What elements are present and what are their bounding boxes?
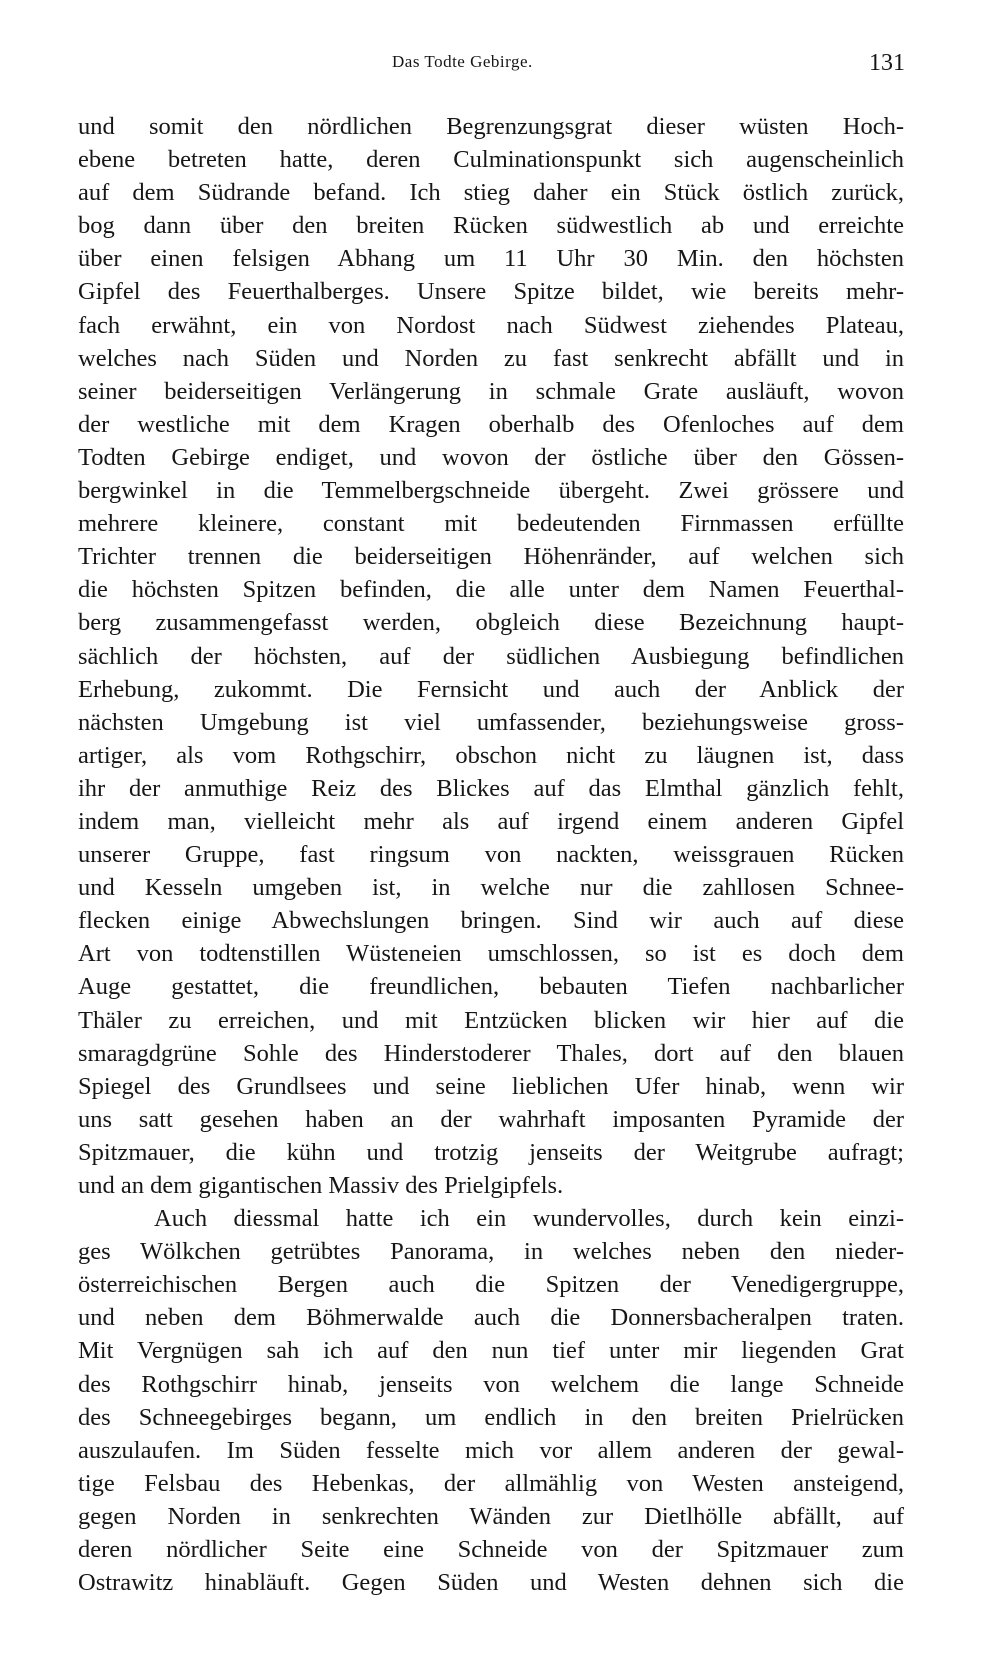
text-line: artiger, als vom Rothgschirr, obschon nicht zu läugnen ist, dass xyxy=(78,741,904,769)
text-line: österreichischen Bergen auch die Spitzen der Venedigergruppe, xyxy=(78,1271,904,1299)
text-line: seiner beiderseitigen Verlängerung in schmale Grate ausläuft, wovon xyxy=(78,377,904,405)
text-line: Erhebung, zukommt. Die Fernsicht und auch der Anblick der xyxy=(78,675,904,703)
paragraph-first-line: Auch diessmal hatte ich ein wundervolles, durch kein einzi- xyxy=(154,1205,904,1233)
text-line: Spitzmauer, die kühn und trotzig jenseits der Weitgrube aufragt; xyxy=(78,1138,904,1166)
text-line: gegen Norden in senkrechten Wänden zur Dietlhölle abfällt, auf xyxy=(78,1502,904,1530)
text-line: fach erwähnt, ein von Nordost nach Südwest ziehendes Plateau, xyxy=(78,311,904,339)
text-line: smaragdgrüne Sohle des Hinderstoderer Thales, dort auf den blauen xyxy=(78,1039,904,1067)
text-line: ebene betreten hatte, deren Culminationspunkt sich augenscheinlich xyxy=(78,146,904,174)
text-line: auszulaufen. Im Süden fesselte mich vor allem anderen der gewal- xyxy=(78,1436,904,1464)
text-line: tige Felsbau des Hebenkas, der allmählig von Westen ansteigend, xyxy=(78,1469,904,1497)
text-line: über einen felsigen Abhang um 11 Uhr 30 Min. den höchsten xyxy=(78,245,904,273)
text-line: der westliche mit dem Kragen oberhalb des Ofenloches auf dem xyxy=(78,410,904,438)
text-line: des Schneegebirges begann, um endlich in den breiten Prielrücken xyxy=(78,1403,904,1431)
body-text xyxy=(78,110,904,1599)
running-header-title: Das Todte Gebirge. xyxy=(392,52,533,71)
paragraph-last-line: und an dem gigantischen Massiv des Prielgipfels. xyxy=(78,1172,564,1199)
text-line: Trichter trennen die beiderseitigen Höhenränder, auf welchen sich xyxy=(78,543,904,571)
text-line: nächsten Umgebung ist viel umfassender, beziehungsweise gross- xyxy=(78,708,904,736)
text-line: des Rothgschirr hinab, jenseits von welchem die lange Schneide xyxy=(78,1370,904,1398)
text-line: flecken einige Abwechslungen bringen. Sind wir auch auf diese xyxy=(78,907,904,935)
text-line: die höchsten Spitzen befinden, die alle unter dem Namen Feuerthal- xyxy=(78,576,904,604)
text-line: welches nach Süden und Norden zu fast senkrecht abfällt und in xyxy=(78,344,904,372)
text-line: Gipfel des Feuerthalberges. Unsere Spitze bildet, wie bereits mehr- xyxy=(78,278,904,306)
text-line: Spiegel des Grundlsees und seine lieblichen Ufer hinab, wenn wir xyxy=(78,1072,904,1100)
text-line: und neben dem Böhmerwalde auch die Donnersbacheralpen traten. xyxy=(78,1304,904,1332)
text-line: ihr der anmuthige Reiz des Blickes auf das Elmthal gänzlich fehlt, xyxy=(78,774,904,802)
text-line: Art von todtenstillen Wüsteneien umschlossen, so ist es doch dem xyxy=(78,940,904,968)
text-line: indem man, vielleicht mehr als auf irgend einem anderen Gipfel xyxy=(78,807,904,835)
text-line: berg zusammengefasst werden, obgleich diese Bezeichnung haupt- xyxy=(78,609,904,637)
text-line: sächlich der höchsten, auf der südlichen Ausbiegung befindlichen xyxy=(78,642,904,670)
text-line: und Kesseln umgeben ist, in welche nur die zahllosen Schnee- xyxy=(78,874,904,902)
text-line: Mit Vergnügen sah ich auf den nun tief unter mir liegenden Grat xyxy=(78,1337,904,1365)
text-line: bog dann über den breiten Rücken südwestlich ab und erreichte xyxy=(78,212,904,240)
text-line: und somit den nördlichen Begrenzungsgrat dieser wüsten Hoch- xyxy=(78,113,904,140)
text-line: deren nördlicher Seite eine Schneide von der Spitzmauer zum xyxy=(78,1536,904,1564)
page-number: 131 xyxy=(869,50,905,76)
text-line: auf dem Südrande befand. Ich stieg daher ein Stück östlich zurück, xyxy=(78,179,904,207)
text-line: ges Wölkchen getrübtes Panorama, in welches neben den nieder- xyxy=(78,1238,904,1266)
text-line: mehrere kleinere, constant mit bedeutenden Firnmassen erfüllte xyxy=(78,510,904,538)
text-line: unserer Gruppe, fast ringsum von nackten, weissgrauen Rücken xyxy=(78,841,904,869)
text-line: bergwinkel in die Temmelbergschneide übergeht. Zwei grössere und xyxy=(78,477,904,505)
text-line: Auge gestattet, die freundlichen, bebauten Tiefen nachbarlicher xyxy=(78,973,904,1001)
text-line: uns satt gesehen haben an der wahrhaft imposanten Pyramide der xyxy=(78,1105,904,1133)
text-line: Ostrawitz hinabläuft. Gegen Süden und Westen dehnen sich die xyxy=(78,1569,904,1597)
text-line: Todten Gebirge endiget, und wovon der östliche über den Gössen- xyxy=(78,443,904,471)
text-line: Thäler zu erreichen, und mit Entzücken blicken wir hier auf die xyxy=(78,1006,904,1034)
